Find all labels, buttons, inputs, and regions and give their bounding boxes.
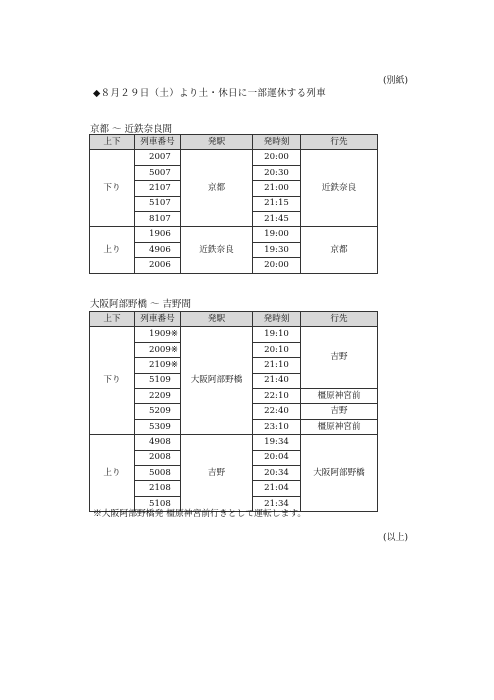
destination-cell: 吉野 <box>301 327 378 389</box>
header-direction: 上下 <box>90 312 135 327</box>
departure-time: 20:10 <box>253 342 301 357</box>
annex-label: (別紙) <box>382 76 408 86</box>
train-number: 5107 <box>135 196 181 211</box>
departure-time: 21:40 <box>253 373 301 388</box>
header-destination: 行先 <box>301 312 378 327</box>
train-number: 5007 <box>135 165 181 180</box>
destination-cell: 京都 <box>301 227 378 273</box>
header-train-number: 列車番号 <box>135 312 181 327</box>
header-origin: 発駅 <box>181 312 253 327</box>
destination-cell: 橿原神宮前 <box>301 419 378 434</box>
departure-time: 21:45 <box>253 211 301 226</box>
origin-cell: 吉野 <box>181 435 253 512</box>
departure-time: 22:40 <box>253 404 301 419</box>
table-row <box>90 227 378 242</box>
table-header-row <box>90 312 378 327</box>
direction-cell: 上り <box>90 435 135 512</box>
train-number: 5309 <box>135 419 181 434</box>
departure-time: 20:00 <box>253 150 301 165</box>
train-number: 2006 <box>135 258 181 273</box>
header-direction: 上下 <box>90 135 135 150</box>
train-number: 5108 <box>135 496 181 511</box>
departure-time: 19:10 <box>253 327 301 342</box>
departure-time: 21:34 <box>253 496 301 511</box>
table-row <box>90 150 378 165</box>
header-train-number: 列車番号 <box>135 135 181 150</box>
departure-time: 21:10 <box>253 358 301 373</box>
departure-time: 23:10 <box>253 419 301 434</box>
direction-cell: 下り <box>90 150 135 227</box>
departure-time: 20:34 <box>253 465 301 480</box>
train-number: 4906 <box>135 242 181 257</box>
footnote: ※大阪阿部野橋発 橿原神宮前行きとして運転します。 <box>93 509 307 519</box>
train-number: 5109 <box>135 373 181 388</box>
departure-time: 19:34 <box>253 435 301 450</box>
destination-cell: 近鉄奈良 <box>301 150 378 227</box>
header-destination: 行先 <box>301 135 378 150</box>
departure-time: 19:00 <box>253 227 301 242</box>
destination-cell: 橿原神宮前 <box>301 388 378 403</box>
departure-time: 21:15 <box>253 196 301 211</box>
destination-cell: 吉野 <box>301 404 378 419</box>
train-number: 2107 <box>135 181 181 196</box>
origin-cell: 大阪阿部野橋 <box>181 327 253 435</box>
train-number: 2007 <box>135 150 181 165</box>
train-number: 1909※ <box>135 327 181 342</box>
direction-cell: 下り <box>90 327 135 435</box>
direction-cell: 上り <box>90 227 135 273</box>
section-title-abenobashi-yoshino: 大阪阿部野橋 ～ 吉野間 <box>90 299 192 310</box>
table-header-row <box>90 135 378 150</box>
departure-time: 20:30 <box>253 165 301 180</box>
departure-time: 20:04 <box>253 450 301 465</box>
origin-cell: 近鉄奈良 <box>181 227 253 273</box>
header-departure-time: 発時刻 <box>253 312 301 327</box>
header-origin: 発駅 <box>181 135 253 150</box>
train-number: 2209 <box>135 388 181 403</box>
train-number: 2109※ <box>135 358 181 373</box>
table-row <box>90 435 378 450</box>
train-number: 2009※ <box>135 342 181 357</box>
departure-time: 21:04 <box>253 481 301 496</box>
train-number: 8107 <box>135 211 181 226</box>
end-label: (以上) <box>382 533 408 543</box>
train-number: 5008 <box>135 465 181 480</box>
train-number: 1906 <box>135 227 181 242</box>
section-title-kyoto-nara: 京都 ～ 近鉄奈良間 <box>90 124 173 135</box>
header-departure-time: 発時刻 <box>253 135 301 150</box>
timetable-kyoto-nara <box>89 134 378 274</box>
departure-time: 20:00 <box>253 258 301 273</box>
page-heading: ◆８月２９日（土）より土・休日に一部運休する列車 <box>93 88 327 99</box>
train-number: 2008 <box>135 450 181 465</box>
departure-time: 22:10 <box>253 388 301 403</box>
train-number: 4908 <box>135 435 181 450</box>
departure-time: 19:30 <box>253 242 301 257</box>
origin-cell: 京都 <box>181 150 253 227</box>
train-number: 2108 <box>135 481 181 496</box>
departure-time: 21:00 <box>253 181 301 196</box>
table-row <box>90 327 378 342</box>
train-number: 5209 <box>135 404 181 419</box>
destination-cell: 大阪阿部野橋 <box>301 435 378 512</box>
timetable-abenobashi-yoshino <box>89 311 378 512</box>
